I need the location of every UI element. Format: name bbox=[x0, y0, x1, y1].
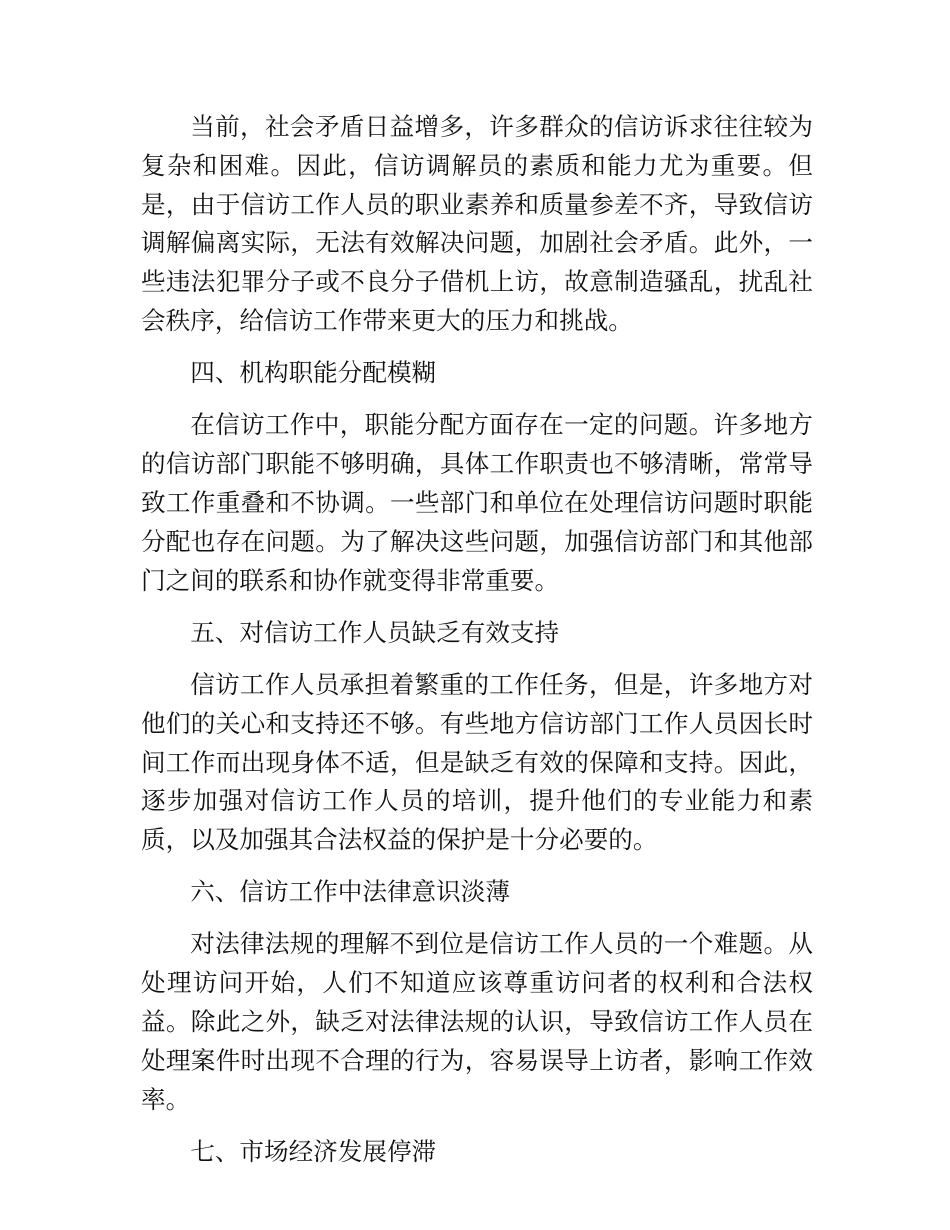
paragraph-staff-support: 信访工作人员承担着繁重的工作任务，但是，许多地方对他们的关心和支持还不够。有些地方信访部门工作人员因长时间工作而出现身体不适，但是缺乏有效的保障和支持。因此，逐步加强对信访工作人员的培训，提升他们的专业能力和素质，以及加强其合法权益的保护是十分必要的。 bbox=[141, 669, 813, 855]
document-body bbox=[141, 108, 813, 1172]
section-heading-6: 六、信访工作中法律意识淡薄 bbox=[190, 877, 510, 907]
paragraph-function-allocation: 在信访工作中，职能分配方面存在一定的问题。许多地方的信访部门职能不够明确，具体工作职责也不够清晰，常常导致工作重叠和不协调。一些部门和单位在处理信访问题时职能分配也存在问题。为了解决这些问题，加强信访部门和其他部门之间的联系和协作就变得非常重要。 bbox=[141, 410, 813, 595]
paragraph-legal-awareness: 对法律法规的理解不到位是信访工作人员的一个难题。从处理访问开始，人们不知道应该尊重访问者的权利和合法权益。除此之外，缺乏对法律法规的认识，导致信访工作人员在处理案件时出现不合理的行为，容易误导上访者，影响工作效率。 bbox=[141, 929, 813, 1114]
section-heading-5: 五、对信访工作人员缺乏有效支持 bbox=[190, 617, 560, 647]
paragraph-social-contradictions: 当前，社会矛盾日益增多，许多群众的信访诉求往往较为复杂和困难。因此，信访调解员的素质和能力尤为重要。但是，由于信访工作人员的职业素养和质量参差不齐，导致信访调解偏离实际，无法有效解决问题，加剧社会矛盾。此外，一些违法犯罪分子或不良分子借机上访，故意制造骚乱，扰乱社会秩序，给信访工作带来更大的压力和挑战。 bbox=[141, 112, 813, 335]
section-heading-4: 四、机构职能分配模糊 bbox=[190, 358, 437, 388]
section-heading-7: 七、市场经济发展停滞 bbox=[190, 1136, 437, 1166]
